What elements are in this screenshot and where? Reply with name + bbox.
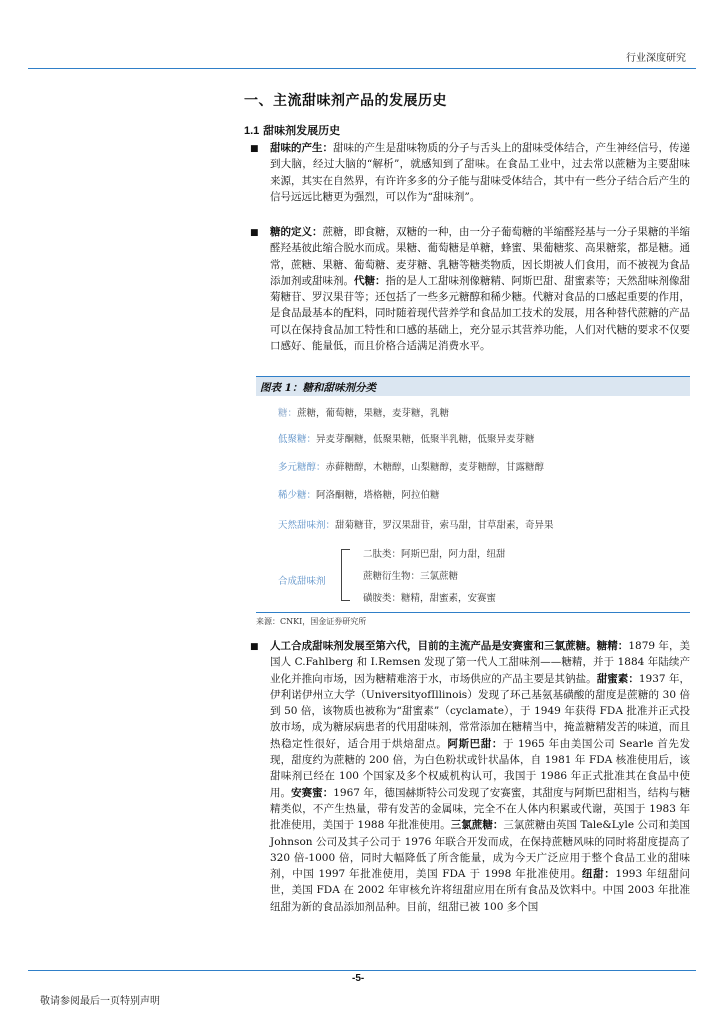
- segment-acesulfame-body: 1967 年，德国赫斯特公司发现了安赛蜜，其甜度与阿斯巴甜相当，结构与糖精类似，不产生热量，带有发苦的金属味，完全不在人体内积累或代谢，英国于 1983 年批准使用，美国于 1988 年批准使用。: [270, 786, 690, 832]
- paragraph-sweetness-body: 甜味的产生是甜味物质的分子与舌头上的甜味受体结合，产生神经信号，传递到大脑，经过大脑的“解析”，就感知到了甜味。在食品工业中，过去常以蔗糖为主要甜味来源，其实在自然界，有许许多多的分子能与甜味受体结合，其中有一些分子结合后产生的信号远远比糖更为强烈，可以作为“甜味剂”。: [270, 142, 690, 203]
- figure-brace: [341, 549, 350, 601]
- section-title: 一、主流甜味剂产品的发展历史: [244, 93, 447, 109]
- figure-synthetic-label: 合成甜味剂: [278, 576, 326, 587]
- subsection-text: 甜味剂发展历史: [263, 124, 341, 137]
- bullet-square-icon: ■: [250, 144, 259, 154]
- figure-row-items: 蔗糖，葡萄糖，果糖，麦芽糖，乳糖: [297, 408, 450, 419]
- segment-sucralose-lead: 三氯蔗糖：: [450, 819, 504, 832]
- figure-subrow-sulfonamide: 磺胺类：糖精，甜蜜素，安赛蜜: [363, 593, 497, 604]
- footer-disclaimer: 敬请参阅最后一页特别声明: [40, 996, 160, 1007]
- figure-row-items: 甜菊糖苷，罗汉果甜苷，索马甜，甘草甜素，奇异果: [335, 520, 554, 531]
- subsection-number: 1.1: [244, 125, 260, 137]
- figure-title-bar: [256, 376, 690, 396]
- segment-cyclamate-body: 1937 年，伊利诺伊州立大学（UniversityofIllinois）发现了环己基氨基磺酸的甜度是蔗糖的 30 倍到 50 倍，该物质也被称为“甜蜜素”（cyclamate），于 1949 年获得 FDA 批准并正式投放市场，成为糖尿病患者的代用甜味剂，常常添加在糖精当中，掩盖糖精发苦的味道，而且热稳定性很好，适合用于烘焙甜点。: [270, 672, 690, 750]
- footer-divider: [28, 970, 696, 971]
- figure-row-label: 糖：: [278, 408, 298, 419]
- figure-row-label: 低聚糖：: [278, 434, 317, 445]
- figure-row-items: 赤藓糖醇，木糖醇，山梨糖醇，麦芽糖醇，甘露糖醇: [325, 462, 545, 473]
- paragraph-substitute-lead: 代糖：: [354, 274, 386, 287]
- figure-title: 图表 1：糖和甜味剂分类: [260, 382, 376, 394]
- figure-row-items: 阿洛酮糖，塔格糖，阿拉伯糖: [316, 490, 440, 501]
- segment-neotame-lead: 纽甜：: [582, 868, 616, 881]
- paragraph-sugar-lead: 糖的定义：: [270, 226, 323, 238]
- segment-aspartame-body: 于 1965 年由美国公司 Searle 首先发现，甜度约为蔗糖的 200 倍，为白色粉状或针状晶体，自 1981 年 FDA 核准使用后，该甜味剂已经在 100 个国家及多个权威机构认可，我国于 1986 年正式批准其在食品中使用。: [270, 737, 690, 799]
- paragraph-synthetic-history: [270, 638, 690, 915]
- figure-row-sugar-alcohol: [278, 459, 544, 473]
- figure-row-label: 天然甜味剂：: [278, 520, 336, 531]
- figure-classification: [256, 397, 690, 610]
- header-divider: [28, 68, 696, 69]
- segment-neotame-body: 1993 年纽甜问世，美国 FDA 在 2002 年审核允许将纽甜应用在所有食品及饮料中。中国 2003 年批准纽甜为新的食品添加剂品种。目前，纽甜已被 100 多个国: [270, 868, 691, 913]
- header-category: 行业深度研究: [626, 53, 686, 64]
- segment-saccharin-lead: 糖精：: [596, 640, 629, 652]
- figure-subrow-sucrose-derivative: 蔗糖衍生物：三氯蔗糖: [363, 571, 459, 582]
- figure-row-oligosaccharide: [278, 431, 535, 445]
- segment-aspartame-lead: 阿斯巴甜：: [447, 737, 503, 750]
- segment-sucralose-body: 三氯蔗糖由英国 Tale&Lyle 公司和美国 Johnson 公司及其子公司于 1976 年联合开发而成，在保持蔗糖风味的同时将甜度提高了 320 倍-1000 倍，同时大幅降低了所含能量，成为今天广泛应用于整个食品工业的甜味剂，中国 1997 年批准使用，美国 FDA 于 1998 年批准使用。: [270, 819, 690, 881]
- paragraph-sweetness: [270, 140, 690, 205]
- paragraph-sugar-definition: [270, 224, 690, 354]
- bullet-square-icon: ■: [250, 642, 259, 652]
- figure-source: 来源：CNKI，国金证券研究所: [256, 612, 690, 627]
- figure-row-label: 稀少糖：: [278, 490, 317, 501]
- figure-row-label: 多元糖醇：: [278, 462, 326, 473]
- segment-cyclamate-lead: 甜蜜素：: [596, 672, 639, 685]
- bullet-square-icon: ■: [250, 228, 259, 238]
- paragraph-sugar-body: 蔗糖，即食糖，双糖的一种，由一分子葡萄糖的半缩醛羟基与一分子果糖的半缩醛羟基彼此缩合脱水而成。果糖、葡萄糖是单糖，蜂蜜、果葡糖浆、高果糖浆，都是糖。通常，蔗糖、果糖、葡萄糖、麦芽糖、乳糖等糖类物质，因长期被人们食用，而不被视为食品添加剂或甜味剂。: [270, 226, 690, 287]
- paragraph-synthetic-lead: 人工合成甜味剂发展至第六代，目前的主流产品是安赛蜜和三氯蔗糖。: [270, 640, 597, 652]
- page-number: -5-: [352, 973, 365, 984]
- paragraph-substitute-body: 指的是人工甜味剂像糖精、阿斯巴甜、甜蜜素等；天然甜味剂像甜菊糖苷、罗汉果苷等；还包括了一些多元糖醇和稀少糖。代糖对食品的口感起重要的作用，是食品最基本的配料，同时随着现代营养学和食品加工技术的发展，用各种替代蔗糖的产品可以在保持食品加工特性和口感的基础上，充分显示其营养功能，人们对代糖的要求不仅要口感好、能量低，而且价格合适满足消费水平。: [270, 274, 690, 353]
- subsection-title: [244, 122, 340, 138]
- segment-saccharin-body: 1879 年，美国人 C.Fahlberg 和 I.Remsen 发现了第一代人工甜味剂——糖精，并于 1884 年陆续产业化并推向市场，因为糖精难溶于水，市场供应的产品主要是其钠盐。: [270, 640, 691, 685]
- figure-row-natural-sweetener: [278, 517, 554, 531]
- figure-row-synthetic-sweetener: [278, 573, 326, 587]
- figure-row-items: 异麦芽酮糖，低聚果糖，低聚半乳糖，低聚异麦芽糖: [316, 434, 535, 445]
- figure-subrow-dipeptide: 二肽类：阿斯巴甜，阿力甜，纽甜: [363, 549, 506, 560]
- figure-row-rare-sugar: [278, 487, 440, 501]
- segment-acesulfame-lead: 安赛蜜：: [291, 786, 334, 799]
- figure-row-sugar: [278, 405, 449, 419]
- paragraph-sweetness-lead: 甜味的产生：: [270, 142, 333, 154]
